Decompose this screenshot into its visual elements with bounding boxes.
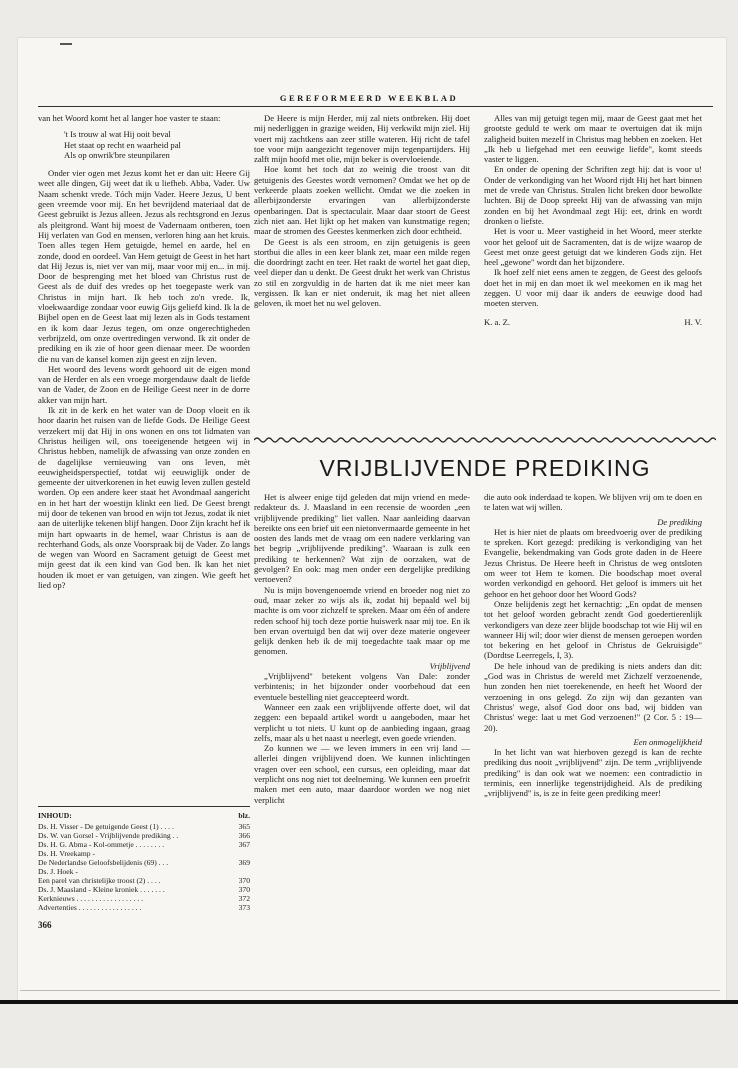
signature xyxy=(484,317,702,327)
toc-row xyxy=(38,849,250,858)
paragraph: Ik hoef zelf niet eens amen te zeggen, de Geest des geloofs doet het in mij en dan moet ik wel meekomen en ik mag het zeggen. U voor mij daar ik anders de eeuwige dood had moeten sterven. xyxy=(484,267,702,309)
paragraph: Het is voor u. Meer vastigheid in het Woord, meer sterkte voor het geloof uit de Sacramenten, dat is de wijze waarop de Geest met onze geest getuigt dat we kinderen Gods zijn. Het heel „gewone" wordt dan het bijzondere. xyxy=(484,226,702,268)
subheading-vrijblijvend: Vrijblijvend xyxy=(429,660,470,671)
scan-mark xyxy=(60,43,72,45)
toc-row xyxy=(38,894,250,903)
toc-row xyxy=(38,885,250,894)
toc-page xyxy=(230,867,250,876)
toc-row xyxy=(38,858,250,867)
toc-entry: Ds. W. van Gorsel - Vrijblijvende prediking . . xyxy=(38,831,179,840)
toc-page: 372 xyxy=(238,894,250,903)
paragraph: In het licht van wat hierboven gezegd is kan de rechte prediking dus nooit „vrijblijvend" zijn. De term „vrijblijvende prediking" is dan ook wat we noemen: een contradictio in terminis, een innerlijke tegenstrijdigheid. Als de prediking „vrijblijvend" is, is ze in feite geen prediking meer! xyxy=(484,747,702,799)
toc-page: 370 xyxy=(238,885,250,894)
column-3 xyxy=(484,113,702,327)
verse-line: 't Is trouw al wat Hij ooit beval xyxy=(64,129,171,140)
toc-page-label: blz. xyxy=(238,811,250,820)
running-header: GEREFORMEERD WEEKBLAD xyxy=(279,93,459,103)
column-1 xyxy=(38,113,250,590)
article-title: VRIJBLIJVENDE PREDIKING xyxy=(319,455,651,481)
paragraph: Onze belijdenis zegt het kernachtig: „En opdat de mensen tot het geloof worden gebracht zendt God goedertierenlijk verkondigers van deze zeer blijde boodschap tot wie Hij wil en wanneer Hij wil; door wier dienst de mensen geroepen worden tot bekering en het geloof in Christus de Gekruisigde" (Dordtse Leerregels, I, 3). xyxy=(484,598,702,661)
toc-row xyxy=(38,903,250,912)
toc-entry: Een parel van christelijke troost (2) . . . . xyxy=(38,876,161,885)
table-of-contents xyxy=(38,806,250,912)
toc-row xyxy=(38,822,250,831)
toc-page: 370 xyxy=(238,876,250,885)
paragraph: De Geest is als een stroom, en zijn getuigenis is geen stortbui die alles in een keer blank zet, maar een milde regen die doordringt zacht en teer. Het raakt de wortel het gaat diep, veel dieper dan u denkt. De Geest drukt het werk van Christus zo stil en zorgvuldig in de harten dat ik me niet meer kan vergissen. Ik kan er niet onderuit, ik mag het niet alleen geloven, ik moet het nu wel geloven. xyxy=(254,236,470,309)
paragraph: De Heere is mijn Herder, mij zal niets ontbreken. Hij doet mij nederliggen in grazige weiden, Hij verkwikt mijn ziel. Hij voert mij zachtkens aan zeer stille wateren. Hij richt de tafel toe voor mijn aangezicht tegenover mijn tegenpartijders. Hij zalft mijn hoofd met olie, mijn beker is overvloeiende. xyxy=(254,113,470,165)
paragraph: Het woord des levens wordt gehoord uit de eigen mond van de Herder en als een vroege morgendauw daalt de liefde van de Vader, de Zoon en de Heilige Geest neer in de dorre akker van mijn hart. xyxy=(38,363,250,405)
paragraph: Alles van mij getuigt tegen mij, maar de Geest gaat met het grootste geduld te werk om maar te overtuigen dat ik mijn zaligheid buiten mezelf in Christus mag hebben en zoeken. Het „Ik heb u liefgehad met een eeuwige liefde", komt steeds vaster te liggen. xyxy=(484,113,702,165)
column-2 xyxy=(254,113,470,309)
toc-row xyxy=(38,840,250,849)
toc-page: 373 xyxy=(238,903,250,912)
scan-edge xyxy=(20,990,720,991)
paragraph: Het is hier niet de plaats om breedvoerig over de prediking te spreken. Kort gezegd: prediking is verkondiging van het Evangelie, bekendmaking van Gods grote daden in de Heere Jezus Christus. De Heere heeft in Christus de weg ontsloten om weer tot Hem te komen. Die boodschap moet overal worden verkondigd en gehoord. Het geloof is immers uit het gehoor en het gehoor door het Woord Gods? xyxy=(484,526,702,599)
paragraph: Ik zit in de kerk en het water van de Doop vloeit en ik hoor daarin het ruisen van de liefde Gods. De Heilige Geest verzekert mij dat Hij in ons wonen en ons tot lidmaten van Christus heiligen wil, ons toeeigenende hetgeen wij in Christus hebben, namelijk de afwassing van onze zonden en de dagelijkse vernieuwing van ons leven, mèt eeuwigheidsperspectief, totdat wij eeuwiglijk onder de gemeente der uitverkorenen in het euwig leven zullen gesteld worden. Op een andere keer staat het Avondmaal aangericht en in het hart der woestijn klinkt een lied. De Geest brengt mij door de tekenen van brood en wijn tot Jezus, zodat ik niet aan de uiterlijke tekenen blijf hangen. Door Zijn kracht hef ik mijn hart opwaarts in de hemel, waar Christus is aan de rechterhand Gods, als onze Voorspraak bij de Vader. Zo langs de wegen van Woord en Sacrament getuigt de Geest met mijn geest dat ik een kind van God ben. Ik kan het niet houden ik moet er van getuigen, van zingen. Wie geeft het lied op? xyxy=(38,405,250,591)
toc-row xyxy=(38,867,250,876)
toc-entry: Ds. H. Visser - De getuigende Geest (1) . . . . xyxy=(38,822,174,831)
toc-entry: Ds. H. Vreekamp - xyxy=(38,849,95,858)
verse-quote xyxy=(64,129,250,160)
toc-entry: Ds. J. Maasland - Kleine kroniek . . . . . . . xyxy=(38,885,165,894)
wavy-divider xyxy=(254,436,716,444)
toc-title: INHOUD: xyxy=(38,811,72,820)
paragraph: „Vrijblijvend" betekent volgens Van Dale: zonder verbintenis; in het bijzonder onder voorbehoud dat een eventuele bestelling niet geaccepteerd wordt. xyxy=(254,671,470,702)
article-column-1 xyxy=(254,492,470,805)
toc-page: 369 xyxy=(238,858,250,867)
paragraph: Zo kunnen we — we leven immers in een vrij land — allerlei dingen vrijblijvend doen. We kunnen inlichtingen vragen over een school, een cursus, een opleiding, maar dat verplicht ons nog niet tot deelneming. We kunnen een proefrit maken met een auto, maar daardoor worden we nog niet verplicht xyxy=(254,743,470,805)
col1-intro: van het Woord komt het al langer hoe vaster te staan: xyxy=(38,113,221,123)
verse-line: Het staat op recht en waarheid pal xyxy=(64,139,181,150)
paragraph: Het is alweer enige tijd geleden dat mijn vriend en mede-redakteur ds. J. Maasland in een recensie de woorden „een vrijblijvende prediking" liet vallen. Naar aanleiding daarvan bereikte ons een brief uit een nietonvermaarde gemeente in het oosten des lands met de vraag om een nadere verklaring van het begrip „vrijblijvende prediking". Waaraan is zulk een prediking te herkennen? Wat zijn de oorzaken, wat de gevolgen? En ook: mag men onder een dergelijke prediking vertoeven? xyxy=(254,492,470,585)
paragraph: die auto ook inderdaad te kopen. We blijven vrij om te doen en te laten wat wij willen. xyxy=(484,492,702,513)
toc-row xyxy=(38,876,250,885)
toc-entry: Ds. H. G. Abma - Kol-ommetje . . . . . . . . xyxy=(38,840,165,849)
paragraph: Nu is mijn bovengenoemde vriend en broeder nog niet zo oud, maar zeker zo wijs als ik, zodat hij bepaald wel bij machte is om voor zichzelf te spreken. Maar om één of andere reden schoof hij toch deze portie huiswerk naar mij toe. En ik ben ervan overtuigd ben dat wij over deze materie ongeveer gelijk denken heb ik de mij toegedachte taak maar op me genomen. xyxy=(254,584,470,657)
paragraph: Wanneer een zaak een vrijblijvende offerte doet, wil dat zeggen: een bepaald artikel wordt u aangeboden, maar het verplicht u tot niets. U kunt op de aanbieding ingaan, graag zelfs, maar als u het naast u neerlegt, even goede vrienden. xyxy=(254,701,470,743)
toc-entry: Ds. J. Hoek - xyxy=(38,867,78,876)
subheading-prediking: De prediking xyxy=(657,516,702,527)
paragraph: Onder vier ogen met Jezus komt het er dan uit: Heere Gij weet alle dingen, Gij weet dat ik u liefheb. Abba, Vader. Uw Naam schenkt vrede. Tóch mijn Vader. Heere Jezus, U bent geen vreemde voor mij. En het bevrijdend materiaal dat de Geest gebruikt is Jezus alleen. Jezus als rechtsgrond en Jezus als pleitgrond. Want hij moest de Vadernaam ontberen, toen Hij verlaten van God en mensen, verloren hing aan het kruis. Toen alles tegen Hem getuigde, hemel en aarde, hel en zonde, dood en oordeel. Van Hem getuigt de Geest in het hart dat Hij Jezus is, niet ver van mij, maar voor mij en... in mij. Door de besprenging met het bloed van Christus rust de Geest als de duif des vredes op het toegepaste werk van Christus in mijn hart. Ik heb toch zo'n vrede. Ik, vloekwaardige zondaar voor euwig Gijs geliefd kind. Ik la de Bijbel open en de Geest laat mij lezen als in Gods testament en ik kom daar Jezus tegen, om onze ongerechtigheden verbrijzeld, om onze overtredingen verwond. Ik zit onder de prediking en ik zie of hoor geen dienaar meer. De woorden die nu van de kansel komen zijn geest en zijn leven. xyxy=(38,168,250,364)
toc-page: 367 xyxy=(238,840,250,849)
toc-page: 366 xyxy=(238,831,250,840)
toc-entry: Kerknieuws . . . . . . . . . . . . . . . . . . xyxy=(38,894,144,903)
paragraph: En onder de opening der Schriften zegt hij: dat is voor u! Onder de verkondiging van het Woord rijdt Hij het hart binnen met de vrede van Christus. Stralen licht breken door bewolkte luchten. Bij de Doop spreekt Hij van de afwassing van mijn zonden en bij het Avondmaal zegt Hij: eet, drink en wordt dronken o liefste. xyxy=(484,164,702,226)
article-column-2 xyxy=(484,492,702,799)
toc-rows xyxy=(38,822,250,912)
toc-entry: Advertenties . . . . . . . . . . . . . . . . . xyxy=(38,903,142,912)
verse-line: Als op onwrik'bre steunpilaren xyxy=(64,149,170,160)
paragraph: De hele inhoud van de prediking is niets anders dan dit: „God was in Christus de wereld met Zichzelf verzoenende, hun zonden hen niet toerekenende, en heeft het Woord der verzoening in ons gelegd. Zo zijn wij dan gezanten van Christus' wege, alsof God door ons bad, wij bidden van Christus' wege: laat u met God verzoenen!" (2 Cor. 5 : 19—20). xyxy=(484,660,702,733)
bottom-bar xyxy=(0,1000,738,1004)
toc-entry: De Nederlandse Geloofsbelijdenis (69) . . . xyxy=(38,858,169,867)
page-number: 366 xyxy=(38,920,52,930)
paragraph: Hoe komt het toch dat zo weinig die troost van dit getuigenis des Geestes wordt vernomen? Omdat we het op de verkeerde plaats zoeken wellicht. Omdat we die zoeken in allerbijzonderste ervaringen van allerbijzonderste openbaringen. Dat is spectaculair. Maar daar stoort de Geest zich niet aan. Het lijkt op het maken van kunstmatige regen; maar de stromen des Geestes kenmerken zich door echtheid. xyxy=(254,164,470,237)
signature-left: K. a. Z. xyxy=(484,316,511,327)
header-rule xyxy=(38,106,713,107)
toc-header xyxy=(38,806,250,820)
toc-page xyxy=(230,849,250,858)
subheading-onmogelijkheid: Een onmogelijkheid xyxy=(633,736,702,747)
signature-right: H. V. xyxy=(684,316,702,327)
toc-page: 365 xyxy=(238,822,250,831)
toc-row xyxy=(38,831,250,840)
